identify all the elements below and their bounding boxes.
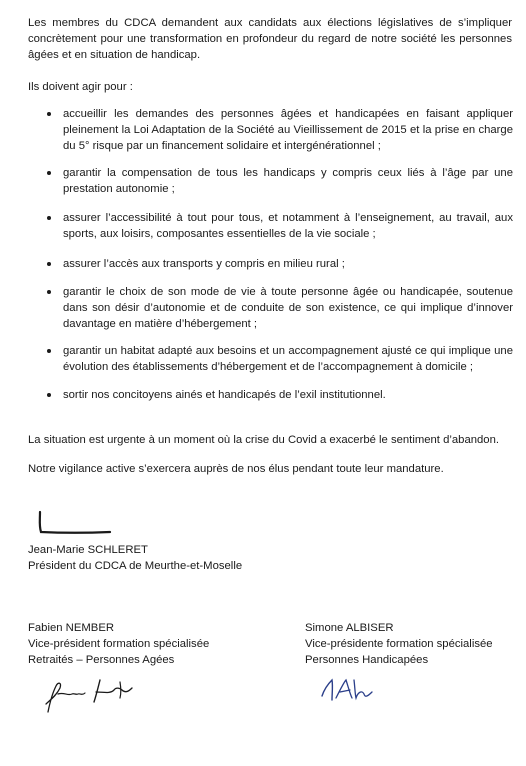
bullet-icon xyxy=(47,349,51,353)
president-name: Jean-Marie SCHLERET xyxy=(28,544,148,556)
vice-left-group: Retraités – Personnes Agées xyxy=(28,654,175,666)
list-item xyxy=(63,210,513,242)
bullet-icon xyxy=(47,393,51,397)
list-item xyxy=(63,343,513,375)
list-item xyxy=(63,284,513,332)
intro-paragraph: Les membres du CDCA demandent aux candidats aux élections législatives de s’impliquer concrètement pour une transformation en profondeur du regard de notre société les personnes âgées et en situation de handicap. xyxy=(28,17,512,61)
vice-right-title: Vice-présidente formation spécialisée xyxy=(305,638,493,650)
list-item xyxy=(63,165,513,197)
list-item xyxy=(63,256,513,272)
vice-right-signature-block xyxy=(305,620,493,668)
bullet-icon xyxy=(47,216,51,220)
vice-left-name: Fabien NEMBER xyxy=(28,622,115,634)
vice-left-signature-block xyxy=(28,620,209,668)
vice-right-signature xyxy=(318,672,378,706)
vice-right-group: Personnes Handicapées xyxy=(305,654,429,666)
bullet-icon xyxy=(47,112,51,116)
lead-sentence: Ils doivent agir pour : xyxy=(28,81,133,93)
bullet-icon xyxy=(47,290,51,294)
list-item-text: sortir nos concitoyens ainés et handicapés de l’exil institutionnel. xyxy=(63,389,386,401)
president-signature-block xyxy=(28,542,242,574)
president-title: Président du CDCA de Meurthe-et-Moselle xyxy=(28,560,243,572)
list-item xyxy=(63,106,513,154)
vice-left-title: Vice-président formation spécialisée xyxy=(28,638,210,650)
vigilance-sentence: Notre vigilance active s’exercera auprès de nos élus pendant toute leur mandature. xyxy=(28,463,444,475)
vice-left-signature xyxy=(38,672,138,718)
list-item-text: accueillir les demandes des personnes âgées et handicapées en faisant appliquer pleinement la Loi Adaptation de la Société au Vieillissement de 2015 et la prise en charge du 5° risque par un financement solidaire et intergénérationnel ; xyxy=(63,108,513,152)
bullet-icon xyxy=(47,171,51,175)
list-item-text: assurer l’accessibilité à tout pour tous, et notamment à l’enseignement, au travail, aux sports, aux loisirs, composantes essentielles de la vie sociale ; xyxy=(63,212,513,240)
list-item xyxy=(63,387,513,403)
president-signature xyxy=(32,508,112,540)
list-item-text: garantir un habitat adapté aux besoins et un accompagnement ajusté ce qui implique une évolution des établissements d’hébergement et de l’accompagnement à domicile ; xyxy=(63,345,513,373)
urgency-sentence: La situation est urgente à un moment où la crise du Covid a exacerbé le sentiment d’abandon. xyxy=(28,434,499,446)
list-item-text: garantir la compensation de tous les handicaps y compris ceux liés à l’âge par une prestation autonomie ; xyxy=(63,167,513,195)
bullet-icon xyxy=(47,262,51,266)
list-item-text: garantir le choix de son mode de vie à toute personne âgée ou handicapée, soutenue dans son désir d’autonomie et de conduite de son existence, ce qui implique d’innover davantage en matière d’hébergement ; xyxy=(63,286,513,330)
vice-right-name: Simone ALBISER xyxy=(305,622,394,634)
list-item-text: assurer l’accès aux transports y compris en milieu rural ; xyxy=(63,258,345,270)
